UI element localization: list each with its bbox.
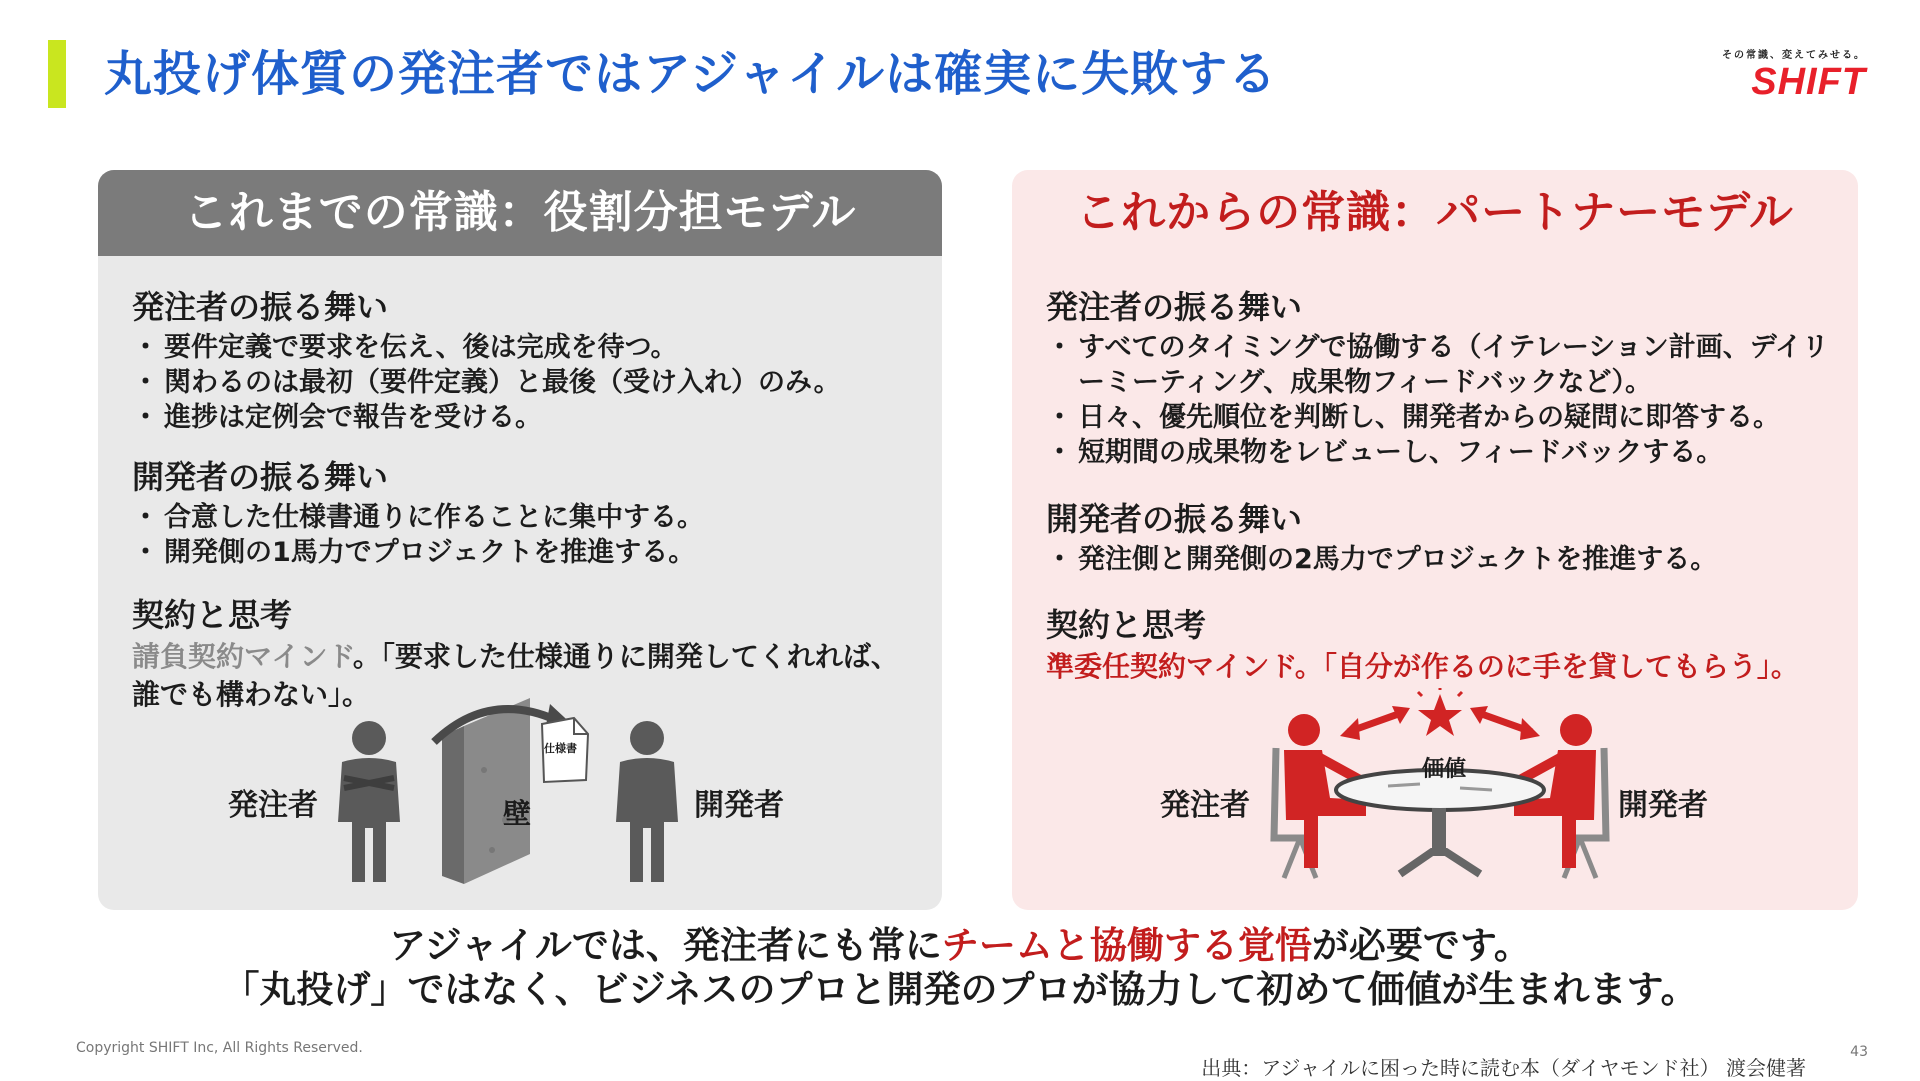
- dev-behavior-list: [132, 500, 704, 570]
- list-item: ・ 要件定義で要求を伝え、後は完成を待つ。: [132, 330, 841, 365]
- developer-label: 開発者: [694, 788, 784, 823]
- client-behavior-title: 発注者の振る舞い: [1046, 288, 1303, 326]
- mindset-text: 。「自分が作るのに手を貸してもらう」。: [1294, 650, 1799, 683]
- bottom-message-line-2: 「丸投げ」ではなく、ビジネスのプロと開発のプロが協力して初めて価値が生まれます。: [222, 968, 1698, 1011]
- copyright-notice: Copyright SHIFT Inc, All Rights Reserved.: [76, 1040, 363, 1056]
- contract-title: 契約と思考: [1046, 606, 1207, 644]
- list-item: ・ 合意した仕様書通りに作ることに集中する。: [132, 500, 704, 535]
- bottom-line1-post: が必要です。: [1311, 924, 1531, 967]
- contract-title: 契約と思考: [132, 596, 293, 634]
- mindset-text: 。「要求した仕様通りに開発してくれれば、誰でも構わない」。: [132, 640, 899, 711]
- client-label: 発注者: [1160, 788, 1250, 823]
- dev-behavior-list: [1046, 542, 1717, 577]
- logo-tagline: その常識、変えてみせる。: [1722, 50, 1866, 61]
- client-behavior-list: [132, 330, 841, 435]
- mindset-statement: [1046, 648, 1826, 686]
- shift-logo: [1696, 46, 1866, 103]
- client-behavior-list: [1046, 330, 1836, 470]
- value-label: 価値: [1422, 757, 1467, 782]
- client-person-icon: [334, 718, 404, 883]
- role-division-model-panel: [98, 170, 942, 910]
- panel-header: これからの常識：パートナーモデル: [1076, 187, 1794, 238]
- page-number: 43: [1850, 1044, 1868, 1060]
- logo-wordmark: SHIFT: [1751, 61, 1866, 103]
- bottom-line1-pre: アジャイルでは、発注者にも常に: [389, 924, 942, 967]
- collaboration-table-illustration: [1260, 688, 1620, 888]
- wall-label: 壁: [503, 797, 532, 830]
- developer-label: 開発者: [1618, 788, 1708, 823]
- bottom-message-line-1: [0, 924, 1920, 968]
- bottom-line1-emphasis: チームと協働する覚悟: [941, 924, 1312, 967]
- slide-title: 丸投げ体質の発注者ではアジャイルは確実に失敗する: [104, 46, 1278, 102]
- client-behavior-title: 発注者の振る舞い: [132, 288, 389, 326]
- list-item: ・ 短期間の成果物をレビューし、フィードバックする。: [1046, 435, 1836, 470]
- list-item: ・ すべてのタイミングで協働する（イテレーション計画、デイリーミーティング、成果物フィードバックなど）。: [1046, 330, 1836, 400]
- spec-document-label: 仕様書: [544, 742, 577, 755]
- mindset-highlight: 請負契約マインド: [132, 640, 353, 673]
- dev-behavior-title: 開発者の振る舞い: [132, 458, 389, 496]
- dev-behavior-title: 開発者の振る舞い: [1046, 500, 1303, 538]
- mindset-highlight: 準委任契約マインド: [1046, 650, 1295, 683]
- partner-model-panel: [1012, 170, 1858, 910]
- list-item: ・ 日々、優先順位を判断し、開発者からの疑問に即答する。: [1046, 400, 1836, 435]
- list-item: ・ 発注側と開発側の2馬力でプロジェクトを推進する。: [1046, 542, 1717, 577]
- source-citation: 出典：アジャイルに困った時に読む本（ダイヤモンド社） 渡会健著: [1201, 1056, 1806, 1080]
- list-item: ・ 進捗は定例会で報告を受ける。: [132, 400, 841, 435]
- list-item: ・ 関わるのは最初（要件定義）と最後（受け入れ）のみ。: [132, 365, 841, 400]
- developer-person-icon: [612, 718, 682, 883]
- client-label: 発注者: [228, 788, 318, 823]
- title-accent-bar: [48, 40, 66, 108]
- panel-header: これまでの常識：役割分担モデル: [98, 170, 942, 256]
- list-item: ・ 開発側の1馬力でプロジェクトを推進する。: [132, 535, 704, 570]
